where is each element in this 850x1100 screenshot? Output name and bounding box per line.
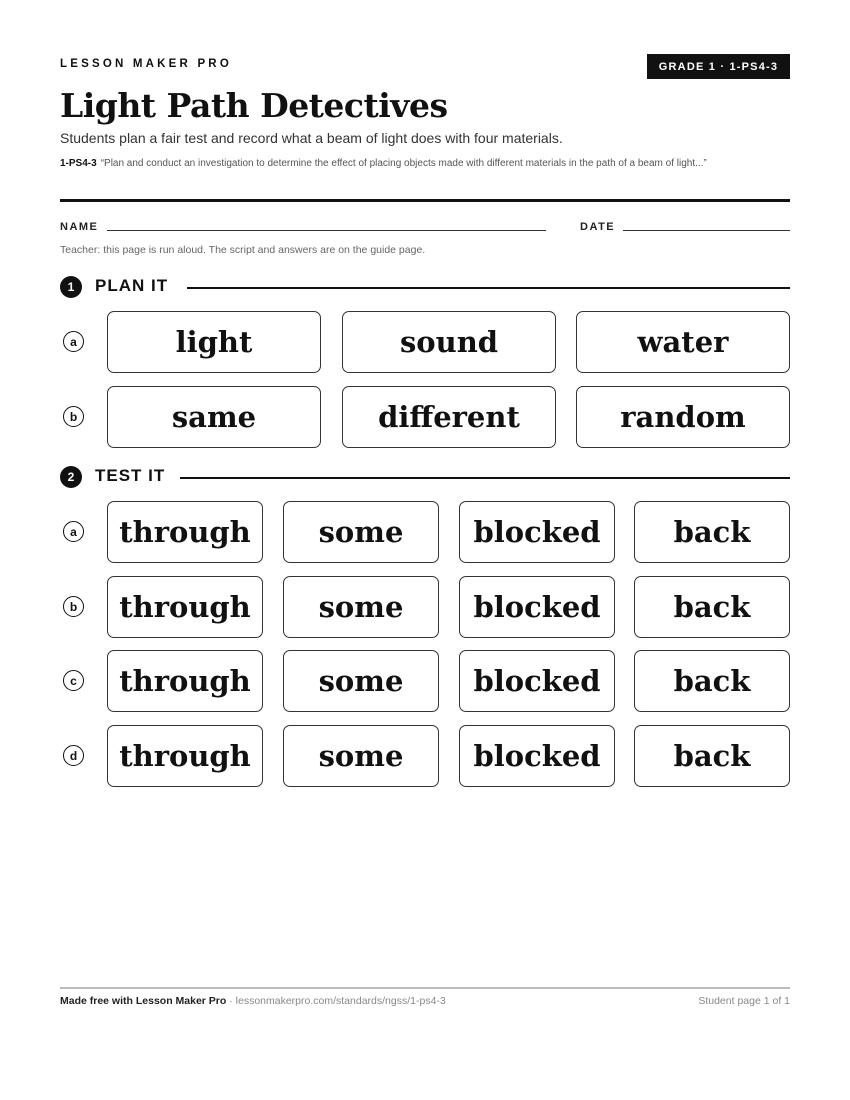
answer-option-card[interactable]: some [283, 576, 439, 638]
row-letter-badge: c [63, 670, 84, 691]
row-letter-badge: b [63, 406, 84, 427]
answer-option-card[interactable]: blocked [459, 501, 615, 563]
answer-option-card[interactable]: through [107, 576, 263, 638]
section-title: PLAN IT [95, 276, 169, 295]
answer-option-card[interactable]: different [342, 386, 556, 448]
name-label: NAME [60, 221, 99, 233]
row-letter-badge: b [63, 596, 84, 617]
answer-option-card[interactable]: back [634, 725, 790, 787]
answer-option-card[interactable]: some [283, 725, 439, 787]
answer-option-card[interactable]: sound [342, 311, 556, 373]
answer-option-card[interactable]: back [634, 576, 790, 638]
answer-option-card[interactable]: blocked [459, 576, 615, 638]
worksheet-subtitle: Students plan a fair test and record what a beam of light does with four materials. [60, 130, 563, 146]
standard-statement [60, 156, 785, 172]
header-divider [60, 199, 790, 202]
date-field[interactable] [623, 230, 790, 231]
answer-option-card[interactable]: back [634, 501, 790, 563]
answer-option-card[interactable]: water [576, 311, 790, 373]
answer-option-card[interactable]: through [107, 650, 263, 712]
answer-option-card[interactable]: through [107, 501, 263, 563]
section-number-badge: 1 [60, 276, 82, 298]
date-label: DATE [580, 221, 616, 233]
section-divider [187, 287, 790, 289]
answer-option-card[interactable]: back [634, 650, 790, 712]
standard-code: 1-PS4-3 [60, 158, 97, 169]
standard-text: “Plan and conduct an investigation to determine the effect of placing objects made with different materials in the path of a beam of light...” [100, 158, 707, 169]
section-divider [180, 477, 790, 479]
footer-page-number: Student page 1 of 1 [698, 995, 790, 1007]
row-letter-badge: a [63, 521, 84, 542]
section-title: TEST IT [95, 466, 166, 485]
section-number-badge: 2 [60, 466, 82, 488]
brand-name: LESSON MAKER PRO [60, 58, 232, 70]
footer-url: · lessonmakerpro.com/standards/ngss/1-ps4-3 [226, 995, 446, 1007]
answer-option-card[interactable]: blocked [459, 650, 615, 712]
row-letter-badge: d [63, 745, 84, 766]
answer-option-card[interactable]: light [107, 311, 321, 373]
answer-option-card[interactable]: some [283, 501, 439, 563]
footer-credit [60, 995, 446, 1007]
row-letter-badge: a [63, 331, 84, 352]
teacher-note: Teacher: this page is run aloud. The script and answers are on the guide page. [60, 244, 426, 256]
footer-divider [60, 987, 790, 989]
worksheet-title: Light Path Detectives [60, 86, 448, 125]
answer-option-card[interactable]: random [576, 386, 790, 448]
name-field[interactable] [107, 230, 546, 231]
answer-option-card[interactable]: same [107, 386, 321, 448]
answer-option-card[interactable]: through [107, 725, 263, 787]
grade-standard-badge: GRADE 1 · 1-PS4-3 [647, 54, 790, 79]
answer-option-card[interactable]: some [283, 650, 439, 712]
footer-made-with: Made free with Lesson Maker Pro [60, 995, 227, 1007]
answer-option-card[interactable]: blocked [459, 725, 615, 787]
